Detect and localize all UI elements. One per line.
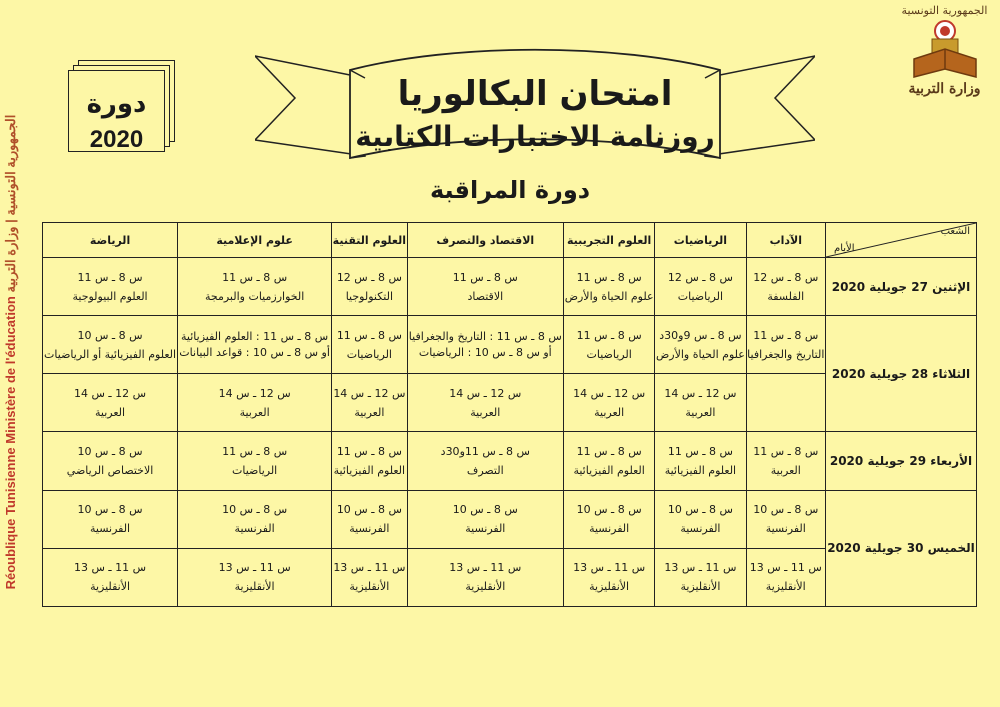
table-row <box>43 490 977 548</box>
exam-schedule-table <box>42 222 977 607</box>
exam-cell: س 8 ـ س 11 : التاريخ والجغرافيا أو س 8 ـ س 10 : الرياضيات <box>407 316 563 374</box>
exam-cell: س 12 ـ س 14 العربية <box>332 374 408 432</box>
exam-cell: س 8 ـ س 12 الرياضيات <box>655 258 746 316</box>
corner-days-label: الأيام <box>834 243 855 254</box>
exam-cell: س 8 ـ س 10 الفرنسية <box>655 490 746 548</box>
exam-cell: س 11 ـ س 13 الأنقليزية <box>43 548 178 606</box>
exam-cell: س 8 ـ س 11 الخوارزميات والبرمجة <box>178 258 332 316</box>
exam-cell: س 11 ـ س 13 الأنقليزية <box>746 548 825 606</box>
column-header: الرياضيات <box>655 223 746 258</box>
exam-cell: س 12 ـ س 14 العربية <box>564 374 655 432</box>
day-cell: الخميس 30 جويلية 2020 <box>826 490 977 606</box>
section-title: دورة المراقبة <box>429 176 591 204</box>
day-cell: الأربعاء 29 جويلية 2020 <box>826 432 977 490</box>
exam-cell: س 8 ـ س 11 الاقتصاد <box>407 258 563 316</box>
exam-cell: س 8 ـ س 10 العلوم الفيزيائية أو الرياضيات <box>43 316 178 374</box>
exam-cell: س 8 ـ س 9و30د علوم الحياة والأرض <box>655 316 746 374</box>
emblem-icon <box>910 19 980 81</box>
corner-header <box>826 223 977 258</box>
exam-cell <box>746 374 825 432</box>
exam-cell: س 8 ـ س 12 الفلسفة <box>746 258 825 316</box>
exam-cell: س 8 ـ س 11 العربية <box>746 432 825 490</box>
table-row <box>43 258 977 316</box>
table-row <box>43 316 977 374</box>
exam-cell: س 8 ـ س 11 : العلوم الفيزيائية أو س 8 ـ س 10 : قواعد البيانات <box>178 316 332 374</box>
session-badge <box>68 60 178 155</box>
column-header: الآداب <box>746 223 825 258</box>
exam-cell: س 8 ـ س 11 الرياضيات <box>564 316 655 374</box>
exam-cell: س 8 ـ س 11 العلوم الفيزيائية <box>332 432 408 490</box>
column-header: الرياضة <box>43 223 178 258</box>
exam-cell: س 8 ـ س 10 الفرنسية <box>43 490 178 548</box>
side-caption-french: Réoublique Tunisienne Ministère de l'éducation <box>3 295 18 589</box>
exam-cell: س 8 ـ س 10 الاختصاص الرياضي <box>43 432 178 490</box>
exam-cell: س 11 ـ س 13 الأنقليزية <box>332 548 408 606</box>
exam-cell: س 8 ـ س 11 العلوم الفيزيائية <box>564 432 655 490</box>
exam-cell: س 12 ـ س 14 العربية <box>178 374 332 432</box>
exam-cell: س 11 ـ س 13 الأنقليزية <box>655 548 746 606</box>
exam-cell: س 11 ـ س 13 الأنقليزية <box>178 548 332 606</box>
session-year: 2020 <box>89 126 144 153</box>
exam-cell: س 8 ـ س 10 الفرنسية <box>746 490 825 548</box>
column-header: العلوم التقنية <box>332 223 408 258</box>
exam-cell: س 12 ـ س 14 العربية <box>407 374 563 432</box>
exam-cell: س 8 ـ س 10 الفرنسية <box>564 490 655 548</box>
exam-cell: س 8 ـ س 11 التاريخ والجغرافيا <box>746 316 825 374</box>
logo-ministry-text: وزارة التربية <box>908 81 981 97</box>
column-header: الاقتصاد والتصرف <box>407 223 563 258</box>
exam-cell: س 12 ـ س 14 العربية <box>43 374 178 432</box>
side-caption <box>0 0 24 707</box>
exam-cell: س 12 ـ س 14 العربية <box>655 374 746 432</box>
column-header: العلوم التجريبية <box>564 223 655 258</box>
day-cell: الإثنين 27 جويلية 2020 <box>826 258 977 316</box>
side-caption-arabic: الجمهورية التونسية | وزارة التربية <box>3 114 18 293</box>
title-banner <box>255 38 815 168</box>
exam-cell: س 8 ـ س 11 العلوم الفيزيائية <box>655 432 746 490</box>
exam-title: امتحان البكالوريا <box>397 74 673 114</box>
exam-cell: س 11 ـ س 13 الأنقليزية <box>407 548 563 606</box>
exam-cell: س 8 ـ س 12 التكنولوجيا <box>332 258 408 316</box>
exam-cell: س 8 ـ س 10 الفرنسية <box>407 490 563 548</box>
exam-cell: س 8 ـ س 11 الرياضيات <box>178 432 332 490</box>
exam-cell: س 8 ـ س 10 الفرنسية <box>178 490 332 548</box>
day-cell: الثلاثاء 28 جويلية 2020 <box>826 316 977 432</box>
exam-cell: س 8 ـ س 11و30د التصرف <box>407 432 563 490</box>
exam-cell: س 11 ـ س 13 الأنقليزية <box>564 548 655 606</box>
column-header: علوم الإعلامية <box>178 223 332 258</box>
ministry-logo <box>897 4 992 97</box>
table-row <box>43 432 977 490</box>
exam-cell: س 8 ـ س 10 الفرنسية <box>332 490 408 548</box>
logo-republic-text: الجمهورية التونسية <box>901 4 988 17</box>
corner-branches-label: الشعب <box>940 226 970 237</box>
exam-cell: س 8 ـ س 11 العلوم البيولوجية <box>43 258 178 316</box>
session-label: دورة <box>86 89 147 119</box>
exam-cell: س 8 ـ س 11 الرياضيات <box>332 316 408 374</box>
exam-cell: س 8 ـ س 11 علوم الحياة والأرض <box>564 258 655 316</box>
exam-subtitle: روزنامة الاختبارات الكتابية <box>355 120 715 153</box>
